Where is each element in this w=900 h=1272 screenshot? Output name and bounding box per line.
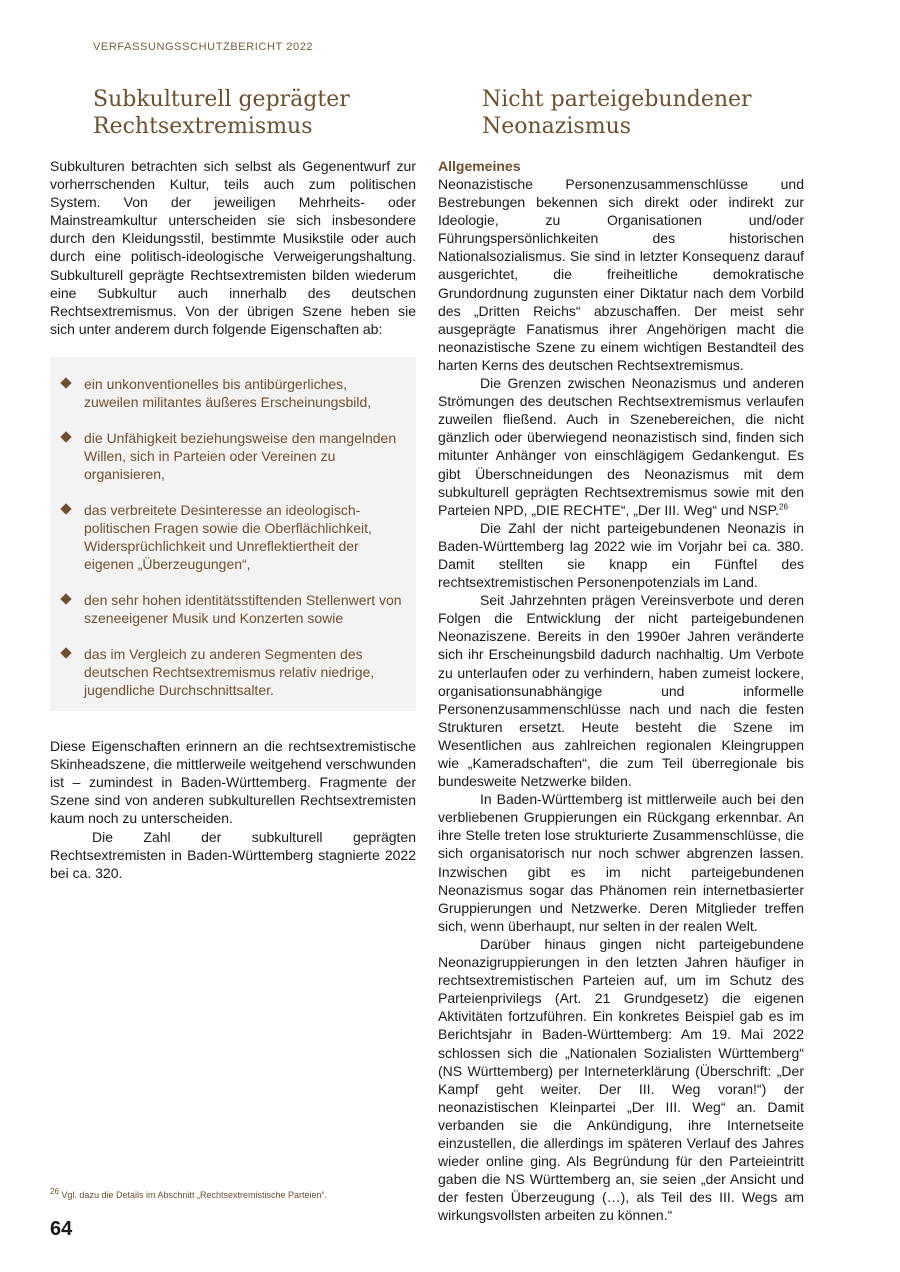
- title-right-line-1: Nicht parteigebundener: [482, 87, 752, 112]
- title-right-line-2: Neonazismus: [482, 114, 632, 139]
- list-item-text: das im Vergleich zu anderen Segmenten des deutschen Rechtsextremismus relativ niedrige, jugendliche Durchschnittsalter.: [84, 646, 375, 699]
- left-after-paragraph-1: Diese Eigenschaften erinnern an die rechtsextremistische Skinheadszene, die mittlerweile weitgehend verschwunden ist – zumindest in Baden-Württemberg. Fragmente der Szene sind von anderen subkulturellen Rechtsextremisten kaum noch zu unterscheiden.: [50, 738, 416, 827]
- diamond-bullet-icon: [60, 647, 71, 658]
- diamond-bullet-icon: [60, 431, 71, 442]
- diamond-bullet-icon: [60, 593, 71, 604]
- section-title-left: [93, 86, 350, 140]
- title-left-line-2: Rechtsextremismus: [93, 114, 313, 139]
- list-item-text: ein unkonventionelles bis antibürgerliches, zuweilen militantes äußeres Erscheinungsbild,: [84, 376, 372, 411]
- right-column: [438, 157, 804, 1224]
- right-paragraph-2-text: Die Grenzen zwischen Neonazismus und anderen Strömungen des deutschen Rechtsextremismus verlaufen zuweilen fließend. Auch in Szenebereichen, die nicht gänzlich oder überwiegend neonazistisch sind, finden sich mitunter Anhänger von einschlägigem Gedankengut. Es gibt Überschneidungen des Neonazismus mit dem subkulturell geprägten Rechtsextremismus sowie mit den Parteien NPD, „DIE RECHTE“, „Der III. Weg“ und NSP.: [438, 375, 804, 518]
- list-item-text: den sehr hohen identitätsstiftenden Stellenwert von szeneeigener Musik und Konzerten sowie: [84, 592, 402, 627]
- right-paragraph-3: Die Zahl der nicht parteigebundenen Neonazis in Baden-Württemberg lag 2022 wie im Vorjahr bei ca. 380. Damit stellten sie knapp ein Fünftel des rechtsextremistischen Personenpotenzials im Land.: [438, 519, 804, 591]
- footnote-number: 26: [50, 1187, 59, 1196]
- right-paragraph-1: Neonazistische Personenzusammenschlüsse und Bestrebungen bekennen sich direkt oder indirekt zur Ideologie, zu Organisationen und/oder Führungspersönlichkeiten des historischen Nationalsozialismus. Sie sind in letzter Konsequenz darauf ausgerichtet, die freiheitliche demokratische Grundordnung zugunsten einer Diktatur nach dem Vorbild des „Dritten Reichs“ abzuschaffen. Der meist sehr ausgeprägte Fanatismus ihrer Angehörigen macht die neonazistische Szene zu einem wichtigen Bestandteil des harten Kerns des deutschen Rechtsextremismus.: [438, 176, 804, 373]
- right-paragraph-4: Seit Jahrzehnten prägen Vereinsverbote und deren Folgen die Entwicklung der nicht parteigebundenen Neonaziszene. Bereits in den 1990er Jahren veränderte sich ihr Erscheinungsbild dadurch nachhaltig. Um Verbote zu unterlaufen oder zu verhindern, haben zumeist lockere, organisationsunabhängige und informelle Personenzusammenschlüsse nach und nach die festen Strukturen ersetzt. Heute besteht die Szene im Wesentlichen aus zahlreichen regionalen Kleingruppen wie „Kameradschaften“, die zum Teil überregionale bis bundesweite Netzwerke bilden.: [438, 592, 804, 790]
- right-paragraph-5: In Baden-Württemberg ist mittlerweile auch bei den verbliebenen Gruppierungen ein Rückgang erkennbar. An ihre Stelle treten lose strukturierte Zusammenschlüsse, die sich organisatorisch nur noch schwer abgrenzen lassen. Inzwischen gibt es im nicht parteigebundenen Neonazismus sogar das Phänomen rein internetbasierter Gruppierungen und Netzwerke. Deren Mitglieder treffen sich, wenn überhaupt, nur selten in der realen Welt.: [438, 791, 804, 934]
- list-item-text: das verbreitete Desinteresse an ideologisch-politischen Fragen sowie die Oberflächlichkeit, Widersprüchlichkeit und Unreflektiertheit der eigenen „Überzeugungen“,: [84, 502, 372, 573]
- subheading-allgemeines: Allgemeines: [438, 158, 521, 174]
- diamond-bullet-icon: [60, 503, 71, 514]
- title-left-line-1: Subkulturell geprägter: [93, 87, 350, 112]
- list-item-text: die Unfähigkeit beziehungsweise den mangelnden Willen, sich in Parteien oder Vereinen zu organisieren,: [84, 430, 397, 483]
- left-after-paragraph-2: Die Zahl der subkulturell geprägten Rechtsextremisten in Baden-Württemberg stagnierte 2022 bei ca. 320.: [50, 829, 416, 882]
- section-title-right: [482, 86, 752, 140]
- footnote: [50, 1187, 328, 1200]
- running-head: VERFASSUNGSSCHUTZBERICHT 2022: [93, 41, 314, 53]
- footnote-ref[interactable]: 26: [779, 502, 788, 512]
- page-number: 64: [50, 1218, 73, 1240]
- diamond-bullet-icon: [60, 377, 71, 388]
- characteristics-box: [50, 357, 416, 711]
- right-paragraph-2: [438, 374, 804, 519]
- right-paragraph-6: Darüber hinaus gingen nicht parteigebundene Neonazigruppierungen in den letzten Jahren häufiger in rechtsextremistischen Parteien auf, um im Schutz des Parteienprivilegs (Art. 21 Grundgesetz) die eigenen Aktivitäten fortzuführen. Ein konkretes Beispiel gab es im Berichtsjahr in Baden-Württemberg: Am 19. Mai 2022 schlossen sich die „Nationalen Sozialisten Württemberg“ (NS Württemberg) per Interneterklärung (Überschrift: „Der Kampf geht weiter. Der III. Weg voran!“) der neonazistischen Kleinpartei „Der III. Weg“ an. Damit verbanden sie die Ankündigung, ihre Internetseite einzustellen, die allerdings im späteren Verlauf des Jahres wieder online ging. Als Begründung für den Parteieintritt gaben die NS Württemberg an, sie seien „der Ansicht und der festen Überzeugung (…), als Teil des III. Wegs am wirkungsvollsten arbeiten zu können.“: [438, 935, 804, 1224]
- footnote-text: Vgl. dazu die Details im Abschnitt „Rechtsextremistische Parteien“.: [61, 1190, 328, 1200]
- left-intro-paragraph: Subkulturen betrachten sich selbst als Gegenentwurf zur vorherrschenden Kultur, teils auch zum politischen System. Von der jeweiligen Mehrheits- oder Mainstreamkultur unterscheiden sie sich insbesondere durch den Kleidungsstil, bestimmte Musikstile oder auch durch eine politisch-ideologische Verweigerungshaltung. Subkulturell geprägte Rechtsextremisten bilden wiederum eine Subkultur auch innerhalb des deutschen Rechtsextremismus. Von der übrigen Szene heben sie sich unter anderem durch folgende Eigenschaften ab:: [50, 158, 416, 337]
